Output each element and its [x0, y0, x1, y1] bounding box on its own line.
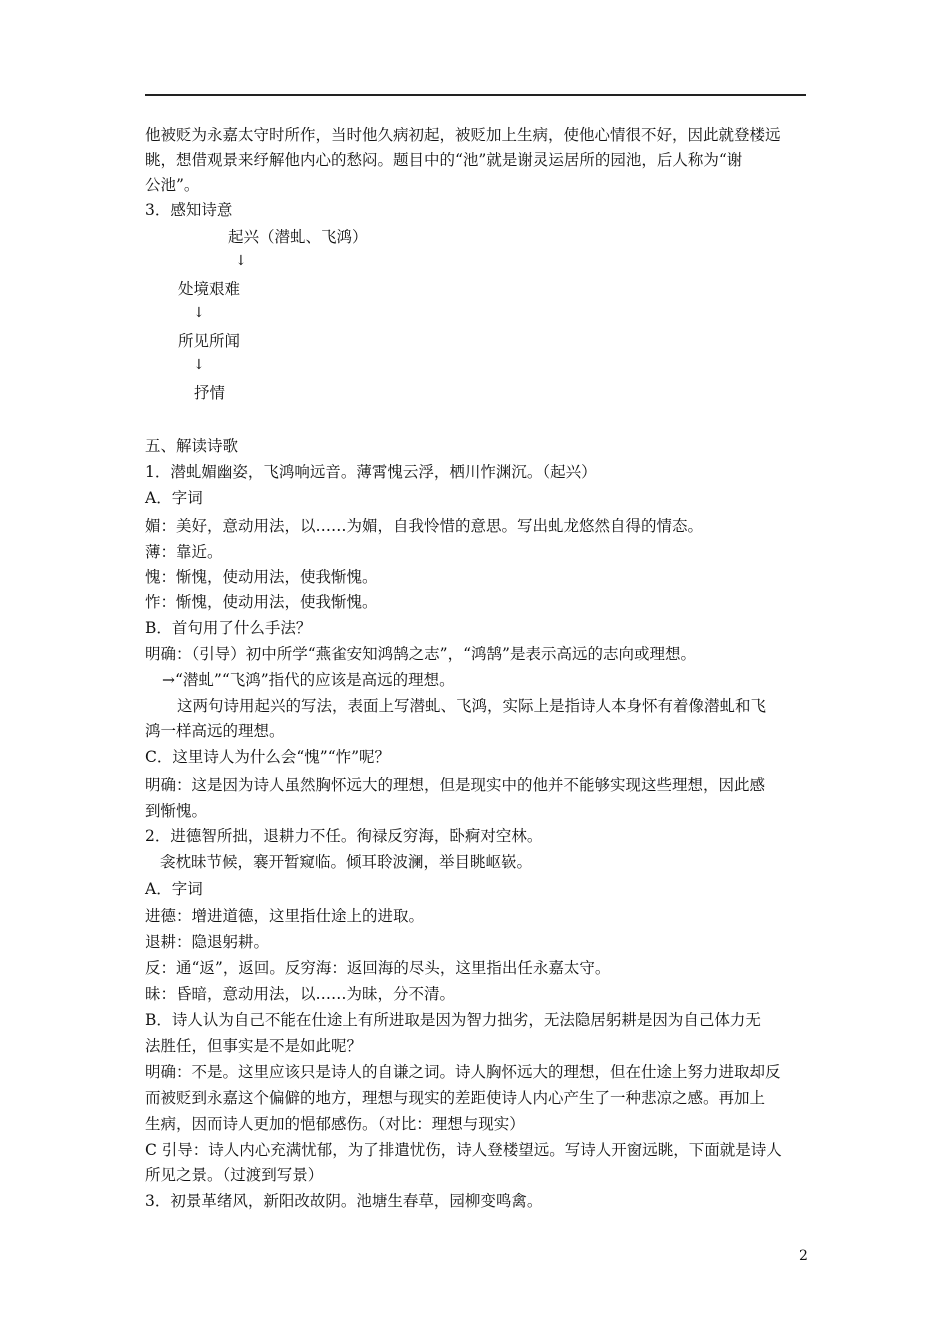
text-line: 生病，因而诗人更加的悒郁感伤。（对比：理想与现实） — [145, 1115, 525, 1133]
text-line: 明确：不是。这里应该只是诗人的自谦之词。诗人胸怀远大的理想，但在仕途上努力进取却反 — [145, 1063, 781, 1081]
text-line: C 引导：诗人内心充满忧郁，为了排遣忧伤，诗人登楼望远。写诗人开窗远眺，下面就是诗人 — [145, 1141, 782, 1159]
text-line: 退耕：隐退躬耕。 — [145, 933, 270, 951]
text-line: 法胜任，但事实是不是如此呢？ — [145, 1037, 363, 1055]
subheading: B．诗人认为自己不能在仕途上有所进取是因为智力拙劣，无法隐居躬耕是因为自己体力无 — [145, 1011, 761, 1029]
subheading: C．这里诗人为什么会“愧”“怍”呢？ — [145, 748, 391, 766]
page-number: 2 — [799, 1248, 808, 1264]
text-line: →“潜虬”“飞鸿”指代的应该是高远的理想。 — [162, 671, 455, 689]
text-line: 怍：惭愧，使动用法，使我惭愧。 — [145, 593, 378, 611]
down-arrow-icon: ↓ — [193, 357, 205, 373]
text-line: 进德：增进道德，这里指仕途上的进取。 — [145, 907, 425, 925]
text-line: 眺，想借观景来纾解他内心的愁闷。题目中的“池”就是谢灵运居所的园池，后人称为“谢 — [145, 151, 743, 169]
subheading: A．字词 — [145, 489, 203, 507]
section-heading: 五、解读诗歌 — [145, 437, 239, 455]
subheading: B．首句用了什么手法？ — [145, 619, 312, 637]
text-line: 而被贬到永嘉这个偏僻的地方，理想与现实的差距使诗人内心产生了一种悲凉之感。再加上 — [145, 1089, 766, 1107]
text-line: 薄：靠近。 — [145, 543, 223, 561]
poem-line: 衾枕昧节候，褰开暂窥临。倾耳聆波澜，举目眺岖嵚。 — [160, 853, 533, 871]
subheading: A．字词 — [145, 880, 203, 898]
text-line: 鸿一样高远的理想。 — [145, 722, 285, 740]
down-arrow-icon: ↓ — [235, 253, 247, 269]
text-line: 公池”。 — [145, 176, 200, 194]
section-heading: 3．感知诗意 — [145, 201, 233, 219]
text-line: 到惭愧。 — [145, 802, 208, 820]
text-line: 明确：这是因为诗人虽然胸怀远大的理想，但是现实中的他并不能够实现这些理想，因此感 — [145, 776, 766, 794]
text-line: 他被贬为永嘉太守时所作，当时他久病初起，被贬加上生病，使他心情很不好，因此就登楼远 — [145, 126, 781, 144]
text-line: 反：通“返”，返回。反穷海：返回海的尽头，这里指出任永嘉太守。 — [145, 959, 611, 977]
poem-line: 3．初景革绪风，新阳改故阴。池塘生春草，园柳变鸣禽。 — [145, 1192, 543, 1210]
down-arrow-icon: ↓ — [193, 305, 205, 321]
flow-node-chujing: 处境艰难 — [178, 280, 241, 298]
poem-line: 2．进德智所拙，退耕力不任。徇禄反穷海，卧痾对空林。 — [145, 827, 543, 845]
poem-line: 1．潜虬媚幽姿，飞鸿响远音。薄霄愧云浮，栖川怍渊沉。（起兴） — [145, 463, 597, 481]
header-rule — [145, 94, 806, 96]
text-line: 所见之景。（过渡到写景） — [145, 1166, 324, 1184]
flow-node-suojian: 所见所闻 — [178, 332, 241, 350]
flow-node-shuqing: 抒情 — [194, 384, 226, 402]
text-line: 昧：昏暗，意动用法，以……为昧，分不清。 — [145, 985, 456, 1003]
text-line: 这两句诗用起兴的写法，表面上写潜虬、飞鸿，实际上是指诗人本身怀有着像潜虬和飞 — [177, 697, 767, 715]
text-line: 媚：美好，意动用法，以……为媚，自我怜惜的意思。写出虬龙悠然自得的情态。 — [145, 517, 704, 535]
text-line: 明确：（引导）初中所学“燕雀安知鸿鹄之志”，“鸿鹄”是表示高远的志向或理想。 — [145, 645, 696, 663]
text-line: 愧：惭愧，使动用法，使我惭愧。 — [145, 568, 378, 586]
flow-node-qixing: 起兴（潜虬、飞鸿） — [228, 228, 368, 246]
